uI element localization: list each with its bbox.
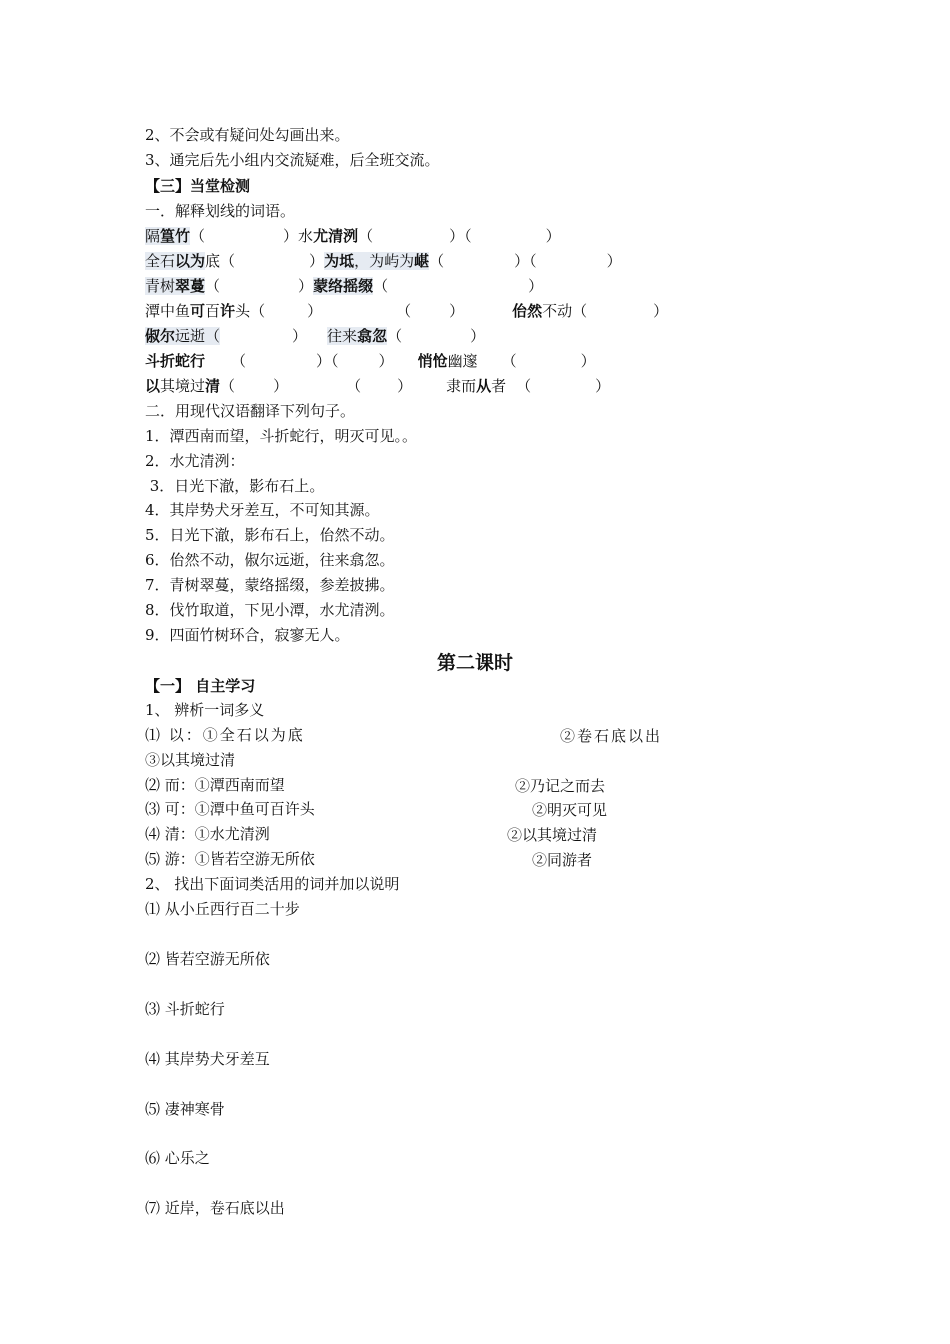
polysemy-right-4: ②以其境过清 [507, 826, 598, 844]
q2-title: 2、 找出下面词类活用的词并加以说明 [145, 875, 400, 893]
vocab-paren: （ [190, 227, 206, 245]
vocab-row-2 [145, 251, 622, 271]
polysemy-row-1b: ③以其境过清 [145, 751, 236, 769]
conversion-item-2: ⑵ 皆若空游无所依 [145, 950, 270, 968]
vocab-paren: ） [298, 277, 314, 295]
vocab-text: 幽邃 [447, 352, 478, 370]
vocab-text: 者 [491, 377, 507, 395]
vocab-paren: ）（ [514, 252, 537, 270]
intro-step-3: 3、通完后先小组内交流疑难，后全班交流。 [145, 151, 440, 169]
sentence-7: 7．青树翠蔓，蒙络摇缀，参差披拂。 [145, 576, 395, 594]
vocab-row-1 [145, 226, 561, 246]
section3-heading: 【三】当堂检测 [145, 177, 251, 195]
polysemy-row-5: ⑸ 游：①皆若空游无所依 [145, 850, 315, 868]
polysemy-right-1: ②卷石底以出 [560, 727, 663, 745]
vocab-paren: （ [231, 352, 247, 370]
vocab-text: 底（ [205, 252, 236, 270]
conversion-item-1: ⑴ 从小丘西行百二十步 [145, 900, 300, 918]
vocab-paren: （ [516, 377, 532, 395]
conversion-item-5: ⑸ 凄神寒骨 [145, 1100, 225, 1118]
vocab-text: 往来 [327, 327, 358, 345]
vocab-target: 为坻 [324, 252, 355, 270]
vocab-text: 隶而 [446, 377, 477, 395]
vocab-target: 清 [205, 377, 221, 395]
vocab-target: 悄怆 [417, 352, 448, 370]
vocab-text: 不动（ [542, 302, 588, 320]
vocab-target: 从 [476, 377, 492, 395]
vocab-row-7 [145, 376, 610, 396]
lesson2-heading: 【一】 自主学习 [145, 677, 256, 695]
sentence-3: 3．日光下澈，影布石上。 [145, 477, 325, 495]
vocab-paren: ） [309, 252, 325, 270]
vocab-paren: ） [397, 377, 413, 395]
polysemy-right-2: ②乃记之而去 [515, 777, 606, 795]
sentence-1: 1．潭西南而望，斗折蛇行，明灭可见。。 [145, 427, 418, 445]
vocab-paren: ）（ [449, 227, 472, 245]
vocab-target: 俶尔 [145, 327, 176, 345]
vocab-paren: （ [387, 327, 403, 345]
vocab-paren: ） [292, 327, 308, 345]
vocab-paren: （ [358, 227, 374, 245]
polysemy-right-5: ②同游者 [532, 851, 593, 869]
vocab-text: 其境过 [160, 377, 206, 395]
vocab-paren: ） [545, 227, 561, 245]
sentence-5: 5．日光下澈，影布石上，佁然不动。 [145, 526, 395, 544]
vocab-target: 篁竹 [160, 227, 191, 245]
vocab-text: 头（ [235, 302, 266, 320]
vocab-paren: ） [595, 377, 611, 395]
part2-title: 二．用现代汉语翻译下列句子。 [145, 402, 356, 420]
vocab-text: 远逝（ [175, 327, 221, 345]
q1-title: 1、 辨析一词多义 [145, 701, 265, 719]
vocab-target: 佁然 [512, 302, 543, 320]
vocab-row-4 [145, 301, 668, 321]
vocab-target: 翠蔓 [175, 277, 206, 295]
polysemy-right-3: ②明灭可见 [532, 801, 608, 819]
vocab-target: 许 [220, 302, 236, 320]
vocab-paren: （ [396, 302, 412, 320]
vocab-text: 百 [205, 302, 221, 320]
vocab-paren: ） [606, 252, 622, 270]
vocab-target: 蒙络摇缀 [313, 277, 374, 295]
vocab-target: 尤清洌 [313, 227, 359, 245]
sentence-6: 6．佁然不动，俶尔远逝，往来翕忽。 [145, 551, 395, 569]
vocab-target: 斗折蛇行 [145, 352, 206, 370]
vocab-text: 隔 [145, 227, 161, 245]
lesson2-title: 第二课时 [436, 652, 513, 674]
vocab-text: ，为屿为 [354, 252, 415, 270]
conversion-item-3: ⑶ 斗折蛇行 [145, 1000, 225, 1018]
vocab-target: 可 [190, 302, 206, 320]
vocab-row-5 [145, 326, 485, 346]
vocab-paren: ） [580, 352, 596, 370]
vocab-paren: （ [346, 377, 362, 395]
vocab-paren: ） [449, 302, 465, 320]
vocab-text: 潭中鱼 [145, 302, 191, 320]
vocab-target: 翕忽 [357, 327, 388, 345]
part1-title: 一．解释划线的词语。 [145, 202, 296, 220]
conversion-item-7: ⑺ 近岸，卷石底以出 [145, 1199, 285, 1217]
polysemy-row-1 [145, 725, 305, 745]
vocab-paren: （ [429, 252, 445, 270]
vocab-paren: ） [307, 302, 323, 320]
vocab-row-6 [145, 351, 596, 371]
vocab-paren: （ [205, 277, 221, 295]
vocab-paren: （ [220, 377, 236, 395]
vocab-paren: ） [653, 302, 669, 320]
sentence-4: 4．其岸势犬牙差互，不可知其源。 [145, 501, 380, 519]
vocab-paren: ） [528, 277, 544, 295]
vocab-target: 嵁 [414, 252, 430, 270]
vocab-paren: ） [378, 352, 394, 370]
polysemy-row-2: ⑵ 而：①潭西南而望 [145, 776, 285, 794]
vocab-paren: ）（ [316, 352, 339, 370]
sentence-9: 9．四面竹树环合，寂寥无人。 [145, 626, 350, 644]
vocab-text: 全石 [145, 252, 176, 270]
polysemy-left: ⑴ 以：①全石以为底 [145, 726, 305, 744]
vocab-paren: （ [373, 277, 389, 295]
polysemy-row-3: ⑶ 可：①潭中鱼可百许头 [145, 800, 315, 818]
polysemy-row-4: ⑷ 清：①水尤清洌 [145, 825, 270, 843]
conversion-item-4: ⑷ 其岸势犬牙差互 [145, 1050, 270, 1068]
vocab-paren: ） [273, 377, 289, 395]
vocab-text: ）水 [283, 227, 314, 245]
sentence-2: 2．水尤清洌： [145, 452, 245, 470]
conversion-item-6: ⑹ 心乐之 [145, 1149, 210, 1167]
vocab-row-3 [145, 276, 543, 296]
vocab-text: 青树 [145, 277, 176, 295]
vocab-target: 以为 [175, 252, 206, 270]
vocab-paren: （ [501, 352, 517, 370]
vocab-target: 以 [145, 377, 161, 395]
vocab-paren: ） [470, 327, 486, 345]
sentence-8: 8．伐竹取道，下见小潭，水尤清洌。 [145, 601, 395, 619]
intro-step-2: 2、不会或有疑问处勾画出来。 [145, 126, 350, 144]
